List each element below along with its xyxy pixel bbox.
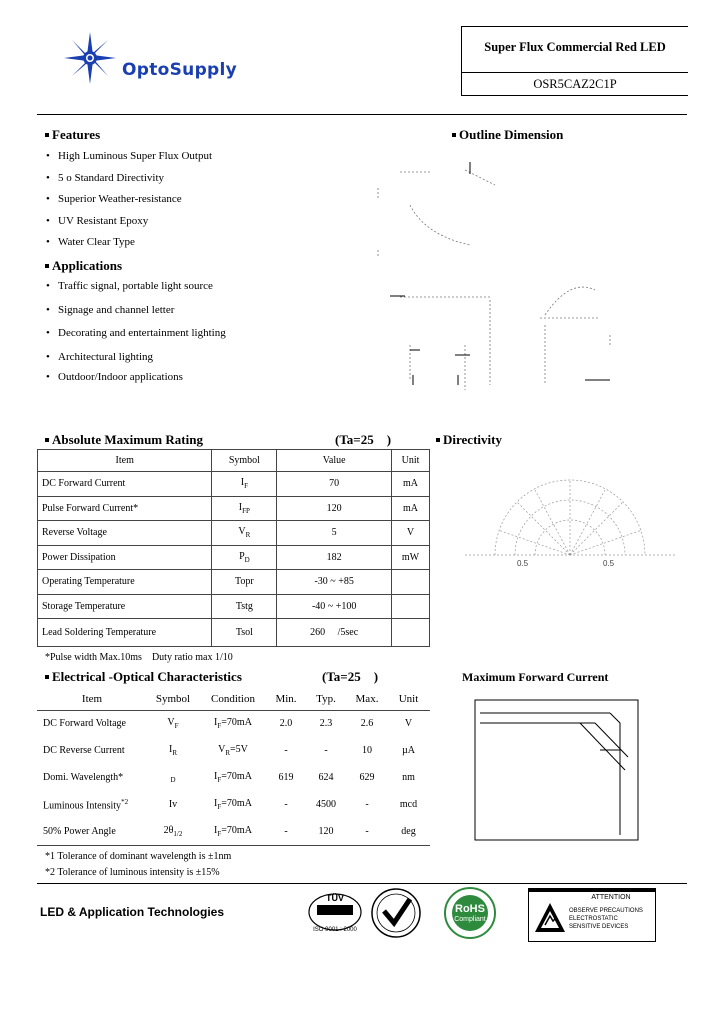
outline-title: Outline Dimension	[452, 127, 563, 143]
absolute-max-condition: (Ta=25 )	[335, 432, 392, 447]
col-header: Item	[38, 450, 212, 472]
table-row: Luminous Intensity$^{*2}$ Iv $I_F=70mA$ - 4500 - mcd	[43, 797, 418, 812]
col-header: Unit	[387, 688, 430, 710]
product-title: Super Flux Commercial Red LED	[484, 40, 666, 54]
list-item: • 5 o Standard Directivity	[44, 172, 212, 194]
part-number: OSR5CAZ2C1P	[533, 77, 617, 91]
col-header: Max.	[347, 688, 387, 710]
list-item: • Architectural lighting	[44, 351, 226, 371]
col-header: Symbol	[212, 450, 277, 472]
table-row: DC Forward Current $I_F$ 70 mA	[38, 472, 430, 497]
rohs-label: RoHS	[455, 903, 485, 915]
col-header: Condition	[199, 688, 267, 710]
table-row: Reverse Voltage $V_R$ 5 V	[38, 521, 430, 546]
table-row: Lead Soldering Temperature Tsol 260 /5sec	[38, 619, 430, 647]
directivity-label-left: 0.5	[517, 559, 529, 568]
col-header: Min.	[267, 688, 305, 710]
attention-line: ELECTROSTATIC	[569, 916, 618, 922]
electrical-condition: (Ta=25 )	[322, 669, 379, 684]
tolerance-note-2: *2 Tolerance of luminous intensity is ±15%	[45, 867, 220, 878]
pulse-note: *Pulse width Max.10ms Duty ratio max 1/10	[45, 652, 233, 663]
logo-text: OptoSupply	[122, 60, 238, 80]
star-logo-icon	[62, 30, 118, 86]
col-header: Item	[37, 688, 147, 710]
table-row: Pulse Forward Current* $I_{FP}$ 120 mA	[38, 496, 430, 521]
list-item: • Superior Weather-resistance	[44, 193, 212, 215]
directivity-label-right: 0.5	[603, 559, 615, 568]
col-header: Value	[277, 450, 392, 472]
attention-line: SENSITIVE DEVICES	[569, 924, 629, 930]
list-item: • UV Resistant Epoxy	[44, 215, 212, 237]
col-header: Unit	[392, 450, 430, 472]
table-row: Storage Temperature Tstg -40 ~ +100	[38, 594, 430, 619]
tuv-iso-label: ISO 9001 : 2000	[313, 927, 357, 933]
table-row: DC Reverse Current $I_R$ $V_R=5V$ - - 10 µA	[43, 744, 415, 757]
col-header: Typ.	[305, 688, 347, 710]
list-item: • Signage and channel letter	[44, 304, 226, 328]
features-title: Features	[45, 127, 100, 143]
rohs-badge	[436, 886, 504, 940]
features-list	[44, 150, 212, 258]
applications-list	[44, 280, 226, 391]
attention-title: ATTENTION	[591, 894, 631, 901]
rohs-compliant-label: Compliant	[454, 916, 486, 923]
title-box	[461, 26, 688, 96]
list-item: • Water Clear Type	[44, 236, 212, 258]
table-row: Operating Temperature Topr -30 ~ +85	[38, 570, 430, 595]
directivity-polar-chart	[455, 460, 685, 580]
logo	[62, 36, 272, 86]
table-row: 50% Power Angle $2\theta_{1/2}$ $I_F=70mA$ - 120 - deg	[43, 824, 416, 838]
max-forward-current-chart	[470, 695, 645, 845]
footer-divider	[37, 883, 687, 884]
col-header: Symbol	[147, 688, 199, 710]
electrical-table	[37, 688, 430, 846]
list-item: • Decorating and entertainment lighting	[44, 327, 226, 351]
directivity-title: Directivity	[436, 432, 502, 448]
certified-check-icon	[370, 887, 422, 939]
attention-line: OBSERVE PRECAUTIONS	[569, 908, 643, 914]
table-row: Domi. Wavelength* $_D$ $I_F=70mA$ 619 624 629 nm	[43, 771, 415, 784]
applications-title: Applications	[45, 258, 122, 274]
tolerance-note-1: *1 Tolerance of dominant wavelength is ±1nm	[45, 851, 232, 862]
list-item: • Traffic signal, portable light source	[44, 280, 226, 304]
company-name: LED & Application Technologies	[40, 905, 225, 919]
tuv-badge	[305, 890, 365, 938]
max-forward-current-title: Maximum Forward Current	[462, 670, 609, 684]
absolute-max-table	[37, 449, 430, 647]
electrical-title: Electrical -Optical Characteristics	[45, 669, 242, 685]
esd-warning-icon	[533, 901, 567, 935]
tuv-label: TÜV	[326, 893, 344, 903]
list-item: • High Luminous Super Flux Output	[44, 150, 212, 172]
esd-attention-box	[528, 888, 656, 942]
table-row: Power Dissipation $P_D$ 182 mW	[38, 545, 430, 570]
list-item: • Outdoor/Indoor applications	[44, 371, 226, 391]
table-row: DC Forward Voltage $V_F$ $I_F=70mA$ 2.0 2.3 2.6 V	[43, 717, 413, 731]
header-divider	[37, 114, 687, 115]
outline-drawing	[370, 150, 630, 400]
absolute-max-title: Absolute Maximum Rating	[45, 432, 203, 448]
